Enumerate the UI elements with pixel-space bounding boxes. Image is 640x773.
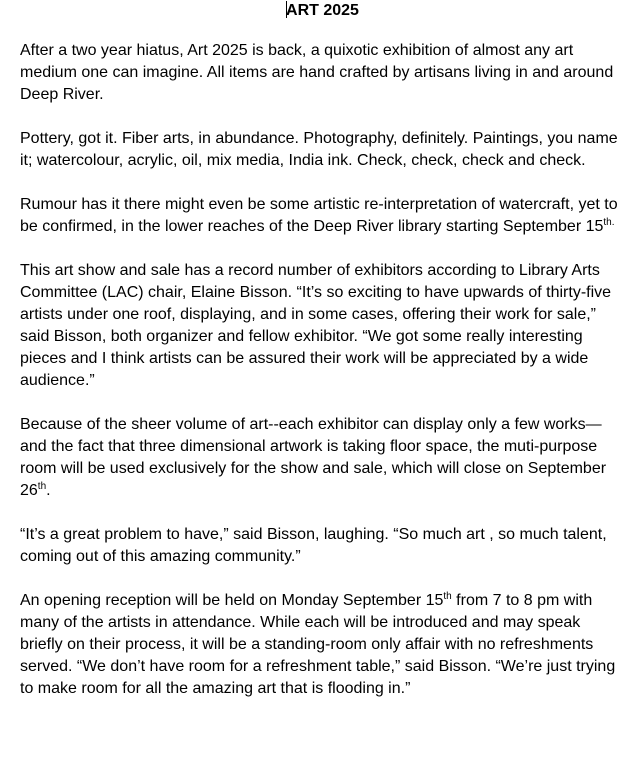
- document-title: [20, 0, 625, 22]
- paragraph-reception-text-1: An opening reception will be held on Monday September 15: [20, 592, 444, 609]
- paragraph-reception-text-2: from 7 to 8 pm with many of the artists in attendance. While each will be introduced and may speak briefly on their process, it will be a standing-room only affair with no refreshments served. “We don’t have room for a refreshment table,” said Bisson. “We’re just trying to make room for all the amazing art that is flooding in.”: [20, 592, 616, 697]
- ordinal-suffix: th.: [603, 217, 615, 228]
- paragraph-intro: After a two year hiatus, Art 2025 is back, a quixotic exhibition of almost any art medium one can imagine. All items are hand crafted by artisans living in and around Deep River.: [20, 42, 614, 103]
- paragraph-volume-text: Because of the sheer volume of art--each exhibitor can display only a few works—and the fact that three dimensional artwork is taking floor space, the muti-purpose room will be used exclusively for the show and sale, which will close on September 26: [20, 416, 607, 499]
- paragraph-reception: [20, 590, 625, 700]
- ordinal-suffix: th: [37, 481, 47, 492]
- paragraph-volume-end: .: [46, 482, 51, 499]
- document-page: [20, 0, 625, 722]
- ordinal-suffix: th: [443, 591, 452, 602]
- paragraph-rumour: [20, 194, 625, 238]
- paragraph-rumour-text: Rumour has it there might even be some artistic re-interpretation of watercraft, yet to be confirmed, in the lower reaches of the Deep River library starting September 15: [20, 196, 618, 235]
- paragraph-mediums: Pottery, got it. Fiber arts, in abundance. Photography, definitely. Paintings, you name it; watercolour, acrylic, oil, mix media, India ink. Check, check, check and check.: [20, 130, 618, 169]
- paragraph-exhibitors: This art show and sale has a record number of exhibitors according to Library Arts Committee (LAC) chair, Elaine Bisson. “It’s so exciting to have upwards of thirty-five artists under one roof, displaying, and in some cases, offering their work for sale,” said Bisson, both organizer and fellow exhibitor. “We got some really interesting pieces and I think artists can be assured their work will be appreciated by a wide audience.”: [20, 262, 612, 389]
- paragraph-quote: “It’s a great problem to have,” said Bisson, laughing. “So much art , so much talent, coming out of this amazing community.”: [20, 526, 607, 565]
- title-text: ART 2025: [286, 2, 359, 19]
- paragraph-volume: [20, 414, 625, 502]
